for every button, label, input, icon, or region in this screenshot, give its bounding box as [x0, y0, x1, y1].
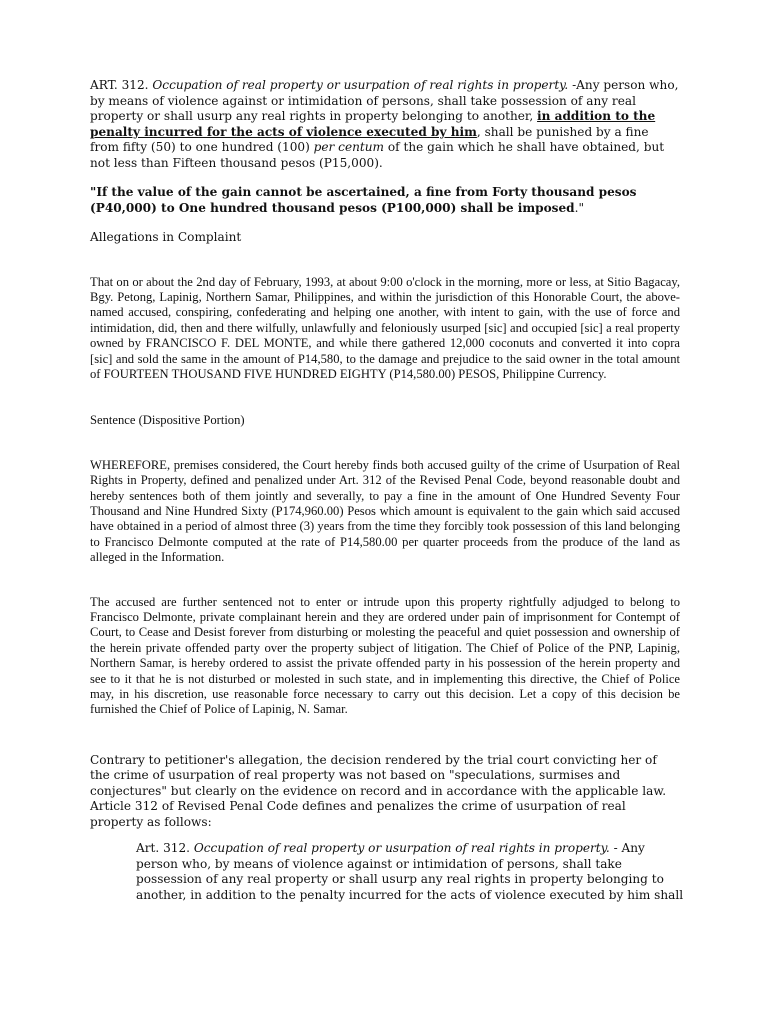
amendment-open-quote: " — [90, 185, 97, 199]
document-page — [90, 78, 684, 903]
art312-text-2: , shall be punished by a fine from fifty (50) to one hundred (100) — [90, 124, 649, 154]
sentence-heading: Sentence (Dispositive Portion) — [90, 413, 245, 428]
per-centum: per centum — [313, 140, 385, 154]
quote-text: - Any person who, by means of violence against or intimidation of persons, shall take possession of any real property or shall usurp any real rights in property belonging to another, in addition to the penalty incurred for the acts of violence executed by him shall — [136, 841, 684, 902]
allegations-heading: Allegations in Complaint — [90, 230, 242, 244]
contrary-paragraph: Contrary to petitioner's allegation, the decision rendered by the trial court convicting her of the crime of usurpation of real property was not based on "speculations, surmises and conjectures" but clearly on the evidence on record and in accordance with the applicable law. Article 312 of Revised Penal Code defines and penalizes the crime of usurpation of real property as follows: — [90, 752, 667, 829]
quote-head: Art. 312. — [136, 841, 190, 856]
art312-text-1: -Any person who, by means of violence against or intimidation of persons, shall take possession of any real property or shall usurp any real rights in property belonging to another, — [90, 78, 679, 123]
art312-paragraph — [90, 78, 680, 171]
art312-quote — [136, 841, 686, 903]
art312-emphasis: in addition to the penalty incurred for the acts of violence executed by him — [90, 109, 656, 139]
art312-title: Occupation of real property or usurpation of real rights in property. — [152, 78, 569, 92]
allegations-text: That on or about the 2nd day of February, 1993, at about 9:00 o'clock in the morning, more or less, at Sitio Bagacay, Bgy. Petong, Lapinig, Northern Samar, Philippines, and within the jurisdiction of this Honorable Court, the above-named accused, conspiring, confederating and helping one another, with intent to gain, with the use of force and intimidation, did, then and there wilfully, unlawfully and feloniously usurped [sic] and occupied [sic] a real property owned by FRANCISCO F. DEL MONTE, and while there gathered 12,000 coconuts and converted it into copra [sic] and sold the same in the amount of P14,580, to the damage and prejudice to the said owner in the total amount of FOURTEEN THOUSAND FIVE HUNDRED EIGHTY (P14,580.00) PESOS, Philippine Currency. — [90, 274, 680, 381]
art312-head: ART. 312. — [90, 78, 149, 92]
sentence-text-1: WHEREFORE, premises considered, the Court hereby finds both accused guilty of the crime of Usurpation of Real Rights in Property, defined and penalized under Art. 312 of the Revised Penal Code, beyond reasonable doubt and hereby sentences both of them jointly and severally, to pay a fine in the amount of One Hundred Seventy Four Thousand and Nine Hundred Sixty (P174,960.00) Pesos which amount is equivalent to the gain which said accused have obtained in a period of almost three (3) years from the time they forcibly took possession of this land belonging to Francisco Delmonte computed at the rate of P14,580.00 per quarter proceeds from the produce of the land as alleged in the Information. — [90, 457, 680, 565]
art312-text-3: of the gain which he shall have obtained, but not less than Fifteen thousand pesos (P15,000). — [90, 140, 665, 170]
amendment-paragraph — [90, 185, 680, 216]
quote-title: Occupation of real property or usurpation of real rights in property. — [193, 841, 610, 856]
sentence-text-2: The accused are further sentenced not to enter or intrude upon this property rightfully adjudged to belong to Francisco Delmonte, private complainant herein and they are ordered under pain of imprisonment for Contempt of Court, to Cease and Desist forever from disturbing or molesting the peaceful and quiet possession and ownership of the herein private offended party over the property subject of litigation. The Chief of Police of the PNP, Lapinig, Northern Samar, is hereby ordered to assist the private offended party in his possession of the herein property and see to it that he is not disturbed or molested in such state, and in implementing this directive, the Chief of Police may, in his discretion, use reasonable force necessary to carry out this decision. Let a copy of this decision be furnished the Chief of Police of Lapinig, N. Samar. — [90, 594, 680, 717]
amendment-close: ." — [574, 200, 585, 215]
amendment-text: If the value of the gain cannot be ascertained, a fine from Forty thousand pesos (P40,000) to One hundred thousand pesos (P100,000) shall be imposed — [90, 185, 637, 215]
